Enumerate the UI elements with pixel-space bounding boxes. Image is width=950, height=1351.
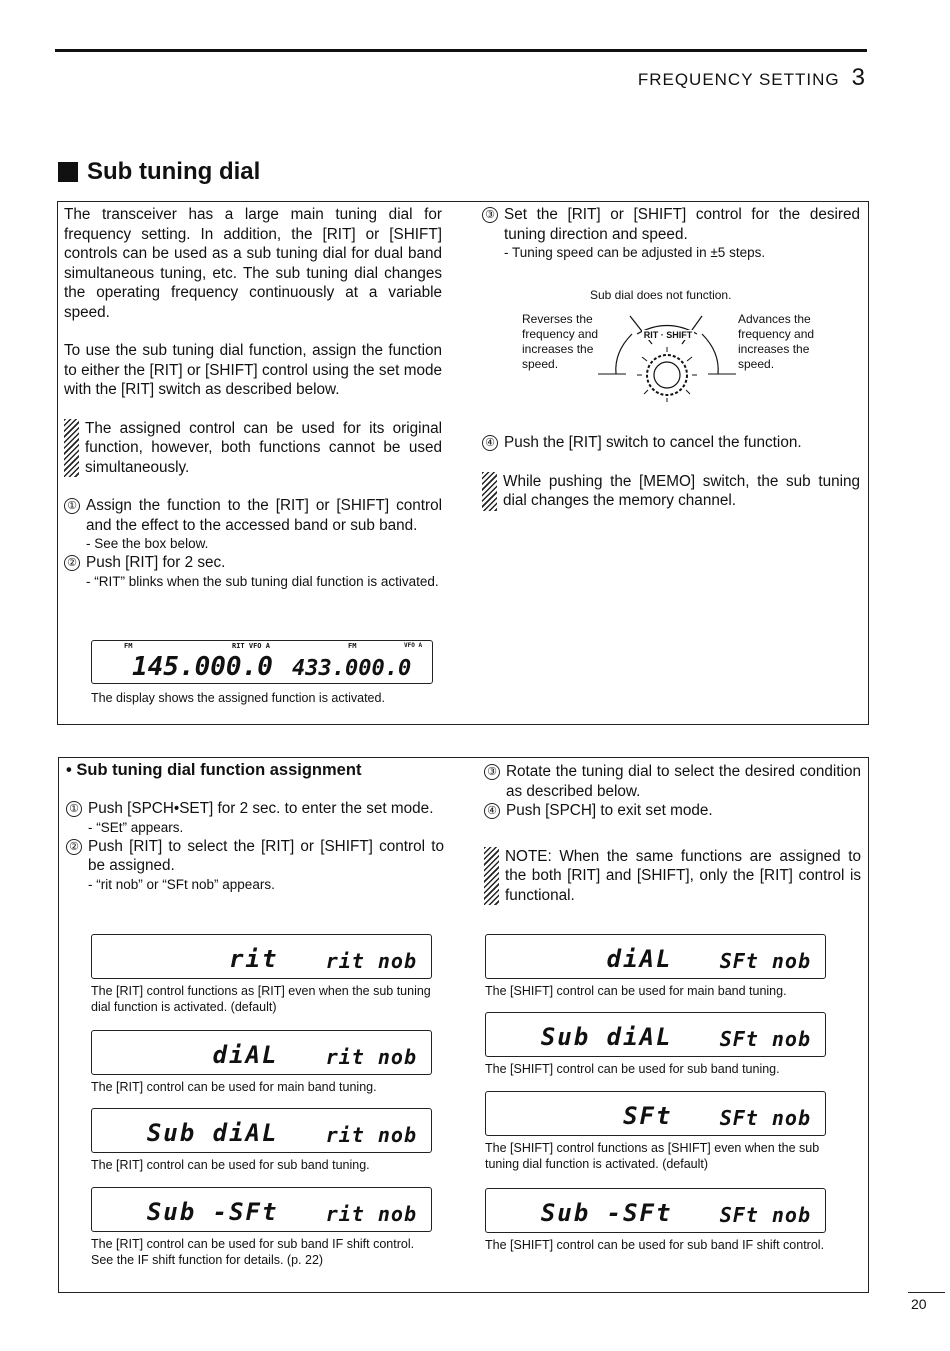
rit-display [91, 640, 433, 706]
lcd-left-text: diAL [212, 1041, 279, 1069]
mode-left: FM [124, 642, 133, 650]
top-rule [55, 49, 867, 52]
vfo-right: VFO A [404, 642, 423, 649]
assign-step-3 [484, 762, 861, 801]
step-text: Push [RIT] for 2 sec. [86, 554, 226, 571]
rit-option-sub-dial [91, 1108, 447, 1173]
note-text: The assigned control can be used for its original function, however, both functions cannot be used simultaneously. [85, 419, 442, 476]
step-text: Push the [RIT] switch to cancel the function. [504, 434, 802, 451]
lcd-right-text: SFt nob [719, 1027, 811, 1051]
frequency-left: 145.000.0 [132, 652, 273, 682]
knob-label: RIT · SHIFT [643, 330, 693, 340]
lcd-left-text: Sub diAL [146, 1119, 279, 1147]
lcd-panel [485, 934, 826, 979]
note-2 [482, 472, 860, 511]
option-caption: The [SHIFT] control can be used for main band tuning. [485, 984, 787, 998]
option-caption: The [RIT] control can be used for main band tuning. [91, 1080, 377, 1094]
step-number: ① [66, 801, 82, 817]
lcd-panel [485, 1012, 826, 1057]
assign-step-1 [66, 799, 444, 837]
step-sub: - “RIT” blinks when the sub tuning dial function is activated. [86, 573, 439, 589]
section-title: FREQUENCY SETTING [637, 70, 840, 89]
rit-dial-diagram [482, 286, 860, 401]
lcd-right-text: SFt nob [719, 949, 811, 973]
step-3 [482, 205, 860, 262]
assign-step-4 [484, 801, 861, 821]
step-sub: - “SEt” appears. [88, 819, 184, 835]
lcd-panel [91, 640, 433, 684]
note-text: NOTE: When the same functions are assigned to the both [RIT] and [SHIFT], only the [RIT] control is functional. [505, 847, 861, 904]
step-number: ① [64, 498, 80, 514]
step-number: ② [64, 555, 80, 571]
steps [64, 496, 442, 591]
step-text: Assign the function to the [RIT] or [SHIFT] control and the effect to the accessed band or sub band. [86, 497, 442, 534]
lcd-left-text: Sub -SFt [540, 1199, 673, 1227]
assign-step-2 [66, 837, 444, 894]
lcd-panel [485, 1188, 826, 1233]
note-icon [64, 419, 79, 478]
frequency-right: 433.000.0 [292, 656, 412, 681]
lcd-panel [91, 934, 432, 979]
assignment-heading: • Sub tuning dial function assignment [66, 761, 362, 779]
assignment-left [66, 761, 444, 894]
step-text: Push [SPCH•SET] for 2 sec. to enter the set mode. [88, 800, 434, 817]
step-sub: - See the box below. [86, 536, 209, 551]
note-1 [64, 419, 442, 478]
note-icon [484, 847, 499, 906]
lcd-left-text: diAL [606, 945, 673, 973]
lcd-right-text: rit nob [325, 1045, 417, 1069]
lcd-right-text: rit nob [325, 1123, 417, 1147]
step-number: ③ [484, 764, 500, 780]
assign-note [484, 847, 861, 906]
rit-indicator [232, 643, 270, 650]
intro-paragraph-1: The transceiver has a large main tuning dial for frequency setting. In addition, the [RIT] or [SHIFT] controls can be used as a sub tuning dial for dual band simultaneous tuning, etc. The sub tuning dial changes the operating frequency continuously at a variable speed. [64, 206, 442, 321]
lcd-right-text: rit nob [325, 949, 417, 973]
page-number: 20 [911, 1296, 927, 1312]
step-text: Push [RIT] to select the [RIT] or [SHIFT] control to be assigned. [88, 837, 444, 874]
option-caption: The [RIT] control can be used for sub band IF shift control. See the IF shift function for details. (p. 22) [91, 1237, 415, 1267]
step-number: ④ [482, 435, 498, 451]
step-4 [482, 433, 860, 453]
lcd-panel [91, 1108, 432, 1153]
diagram-top-label: Sub dial does not function. [590, 288, 732, 302]
diagram-left-label: Reverses the frequency and increases the speed. [522, 312, 599, 371]
step-2 [64, 553, 442, 591]
step-text: Set the [RIT] or [SHIFT] control for the desired tuning direction and speed. [504, 206, 860, 243]
shift-option-default [485, 1091, 841, 1172]
lcd-right-text: rit nob [325, 1202, 417, 1226]
lcd-panel [485, 1091, 826, 1136]
option-caption: The [SHIFT] control can be used for sub band IF shift control. [485, 1238, 825, 1252]
lcd-right-text: SFt nob [719, 1106, 811, 1130]
note-icon [482, 472, 497, 511]
assignment-right [484, 762, 861, 905]
lcd-left-text: SFt [623, 1102, 673, 1130]
page-title [58, 158, 260, 186]
lcd-left-text: rit [229, 945, 279, 973]
option-caption: The [SHIFT] control can be used for sub band tuning. [485, 1062, 780, 1076]
intro-right [482, 205, 860, 262]
step-sub: - “rit nob” or “SFt nob” appears. [88, 876, 275, 892]
mode-right: FM [348, 642, 357, 650]
step-number: ④ [484, 803, 500, 819]
shift-option-main-dial [485, 934, 841, 999]
shift-option-sub-dial [485, 1012, 841, 1077]
dial-knob-icon [592, 312, 742, 402]
vfo-left: VFO A [248, 642, 270, 650]
lcd-right-text: SFt nob [719, 1203, 811, 1227]
running-header [638, 64, 866, 92]
intro-right-lower [482, 433, 860, 511]
lcd-left-text: Sub diAL [540, 1023, 673, 1051]
lcd-panel [91, 1187, 432, 1232]
footer-rule [908, 1292, 945, 1293]
lcd-left-text: Sub -SFt [146, 1198, 279, 1226]
step-text: Rotate the tuning dial to select the desired condition as described below. [506, 763, 861, 800]
step-1 [64, 496, 442, 553]
intro-paragraph-2: To use the sub tuning dial function, assign the function to either the [RIT] or [SHIFT] control using the set mode with the [RIT] switch as described below. [64, 342, 442, 398]
note-text: While pushing the [MEMO] switch, the sub tuning dial changes the memory channel. [503, 472, 860, 509]
step-number: ② [66, 839, 82, 855]
rit-option-sub-shift [91, 1187, 447, 1268]
option-caption: The [RIT] control functions as [RIT] even when the sub tuning dial function is activated. (default) [91, 984, 431, 1014]
rit-option-main-dial [91, 1030, 447, 1095]
rit-option-default [91, 934, 447, 1015]
intro-left [64, 205, 442, 591]
shift-option-sub-shift [485, 1188, 841, 1253]
lcd-panel [91, 1030, 432, 1075]
step-sub: - Tuning speed can be adjusted in ±5 steps. [504, 245, 766, 260]
chapter-number: 3 [851, 64, 866, 91]
diagram-right-label: Advances the frequency and increases the speed. [738, 312, 815, 371]
title-text: Sub tuning dial [87, 158, 261, 185]
step-number: ③ [482, 207, 498, 223]
option-caption: The [RIT] control can be used for sub band tuning. [91, 1158, 370, 1172]
square-bullet-icon [58, 162, 78, 182]
step-text: Push [SPCH] to exit set mode. [506, 802, 713, 819]
display-caption: The display shows the assigned function is activated. [91, 691, 385, 705]
option-caption: The [SHIFT] control functions as [SHIFT] even when the sub tuning dial function is activated. (default) [485, 1141, 820, 1171]
rit-label: RIT [232, 642, 245, 650]
